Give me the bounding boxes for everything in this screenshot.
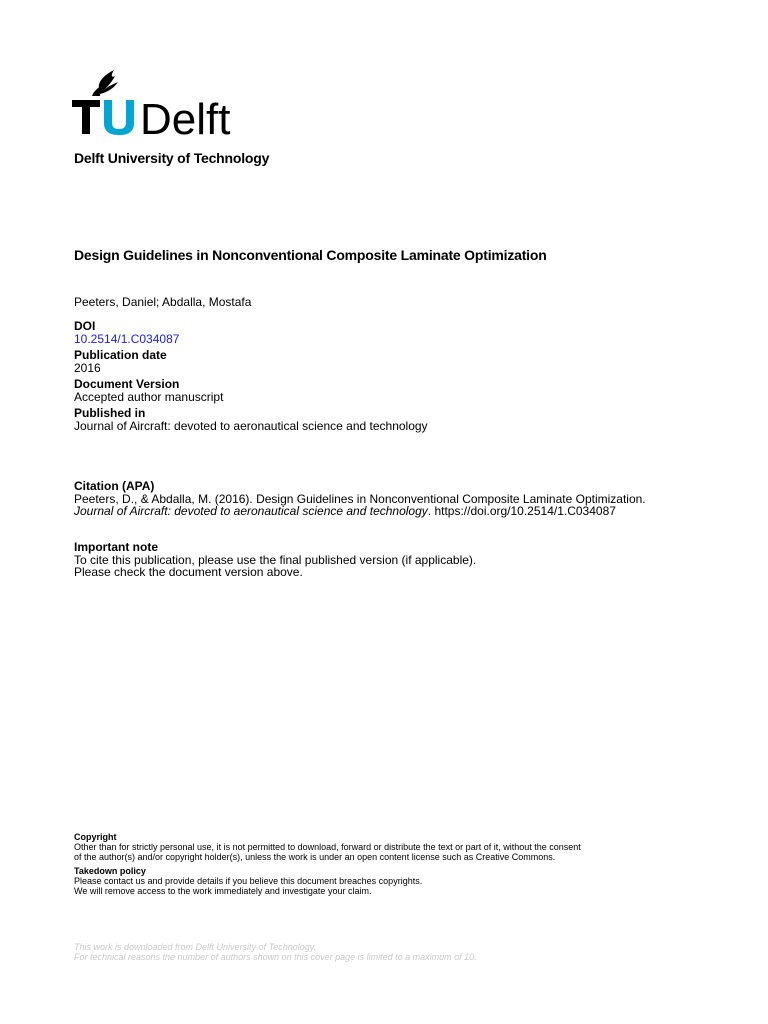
citation-line-2 bbox=[74, 505, 754, 518]
copyright-line-2: of the author(s) and/or copyright holder(s), unless the work is under an open content license such as Creative Commons. bbox=[74, 852, 556, 862]
document-version-value: Accepted author manuscript bbox=[74, 390, 224, 404]
copyright-line-1: Other than for strictly personal use, it is not permitted to download, forward or distribute the text or part of it, without the consent bbox=[74, 842, 581, 852]
citation-line-1: Peeters, D., & Abdalla, M. (2016). Design Guidelines in Nonconventional Composite Laminate Optimization. bbox=[74, 491, 646, 506]
citation-label: Citation (APA) bbox=[74, 479, 155, 493]
document-version-label: Document Version bbox=[74, 377, 180, 391]
takedown-label: Takedown policy bbox=[74, 866, 146, 876]
important-note-line-1: To cite this publication, please use the final published version (if applicable). bbox=[74, 552, 477, 567]
published-in-label: Published in bbox=[74, 406, 146, 420]
important-note-label: Important note bbox=[74, 540, 158, 554]
takedown-block bbox=[74, 866, 714, 896]
flame-icon bbox=[99, 70, 118, 94]
published-in-value: Journal of Aircraft: devoted to aeronautical science and technology bbox=[74, 419, 428, 433]
download-footer bbox=[74, 942, 477, 962]
doi-link[interactable]: 10.2514/1.C034087 bbox=[74, 332, 180, 346]
important-note-section bbox=[74, 541, 476, 579]
footer-line-1: This work is downloaded from Delft University of Technology. bbox=[74, 942, 317, 952]
citation-section bbox=[74, 480, 754, 518]
takedown-line-1: Please contact us and provide details if you believe this document breaches copyrights. bbox=[74, 876, 423, 886]
footer-line-2: For technical reasons the number of authors shown on this cover page is limited to a maximum of 10. bbox=[74, 952, 477, 962]
citation-journal: Journal of Aircraft: devoted to aeronautical science and technology bbox=[74, 504, 428, 518]
logo-wordmark: Delft bbox=[140, 95, 231, 140]
important-note-line-2: Please check the document version above. bbox=[74, 565, 303, 579]
authors: Peeters, Daniel; Abdalla, Mostafa bbox=[74, 295, 252, 309]
institution-name: Delft University of Technology bbox=[74, 150, 270, 166]
publication-date-value: 2016 bbox=[74, 361, 101, 375]
legal-section bbox=[74, 832, 714, 900]
copyright-label: Copyright bbox=[74, 832, 117, 842]
copyright-block bbox=[74, 832, 714, 862]
citation-doi: . https://doi.org/10.2514/1.C034087 bbox=[427, 504, 616, 518]
metadata-section bbox=[74, 320, 428, 436]
publication-title: Design Guidelines in Nonconventional Composite Laminate Optimization bbox=[74, 247, 547, 263]
doi-label: DOI bbox=[74, 319, 96, 333]
takedown-line-2: We will remove access to the work immediately and investigate your claim. bbox=[74, 886, 372, 896]
tu-delft-logo bbox=[70, 66, 260, 140]
publication-date-label: Publication date bbox=[74, 348, 167, 362]
